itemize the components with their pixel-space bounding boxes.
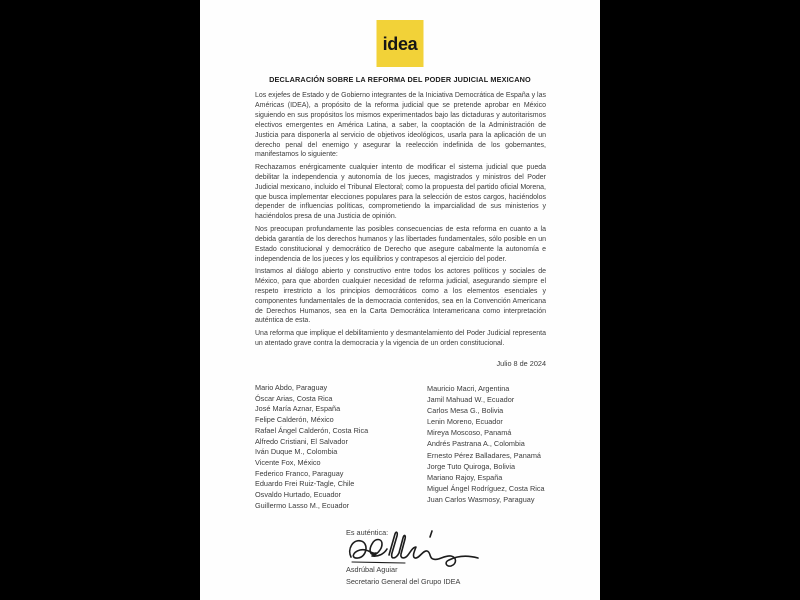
signatory: Jamil Mahuad W., Ecuador [427, 395, 515, 405]
signatory: Eduardo Frei Ruiz-Tagle, Chile [255, 479, 355, 489]
signature-name: Asdrúbal Aguiar [346, 565, 398, 574]
signatories-column-left [255, 383, 368, 511]
paragraph-rechazamos: Rechazamos enérgicamente cualquier intento de modificar el sistema judicial que pueda debilitar la independencia y autonomía de los jueces, magistrados y ministros del Poder Judicial mexicano, incluido el Tribunal Electoral; como la propuesta del partido oficial Morena, que busca implementar elecciones populares para la selección de estos cargos, haciéndolos depender de influencias políticas, comprometiendo la imparcialidad de sus ministerios y haciéndolos presa de una Justicia de opinión. [255, 163, 546, 221]
document-date: Julio 8 de 2024 [496, 359, 546, 368]
signatories-column-right [427, 383, 545, 505]
signatory: José María Aznar, España [255, 404, 341, 414]
document-body [255, 91, 546, 351]
idea-logo-text: idea [382, 34, 418, 54]
signatory: Mario Abdo, Paraguay [255, 383, 328, 392]
signatory: Vicente Fox, México [255, 457, 321, 467]
signatory: Carlos Mesa G., Bolivia [427, 406, 504, 416]
document-title: DECLARACIÓN SOBRE LA REFORMA DEL PODER JUDICIAL MEXICANO [269, 75, 531, 84]
signatory: Andrés Pastrana A., Colombia [427, 439, 525, 449]
signatory: Mauricio Macri, Argentina [427, 384, 510, 393]
attestation-block [345, 526, 515, 591]
signatory: Alfredo Cristiani, El Salvador [255, 436, 348, 446]
signatory: Mariano Rajoy, España [427, 472, 503, 482]
paragraph-preocupan: Nos preocupan profundamente las posibles consecuencias de esta reforma en cuanto a la debida garantía de los derechos humanos y las libertades fundamentales, sólo posible en un Estado constitucional y democrático de Derecho que asegure cabalmente la autonomía e independencia de los jueces y los equilibrios y contrapesos al ejercicio del poder. [255, 225, 546, 263]
attestation-label: Es auténtica: [346, 528, 389, 537]
signatory: Guillermo Lasso M., Ecuador [255, 500, 350, 510]
signatory: Mireya Moscoso, Panamá [427, 428, 512, 438]
signatory: Felipe Calderón, México [255, 415, 334, 425]
paragraph-reforma: Una reforma que implique el debilitamiento y desmantelamiento del Poder Judicial representa un atentado grave contra la democracia y la vigencia de un orden constitucional. [255, 329, 546, 347]
signatory: Lenin Moreno, Ecuador [427, 417, 503, 427]
signature-title: Secretario General del Grupo IDEA [346, 577, 461, 586]
signatory: Juan Carlos Wasmosy, Paraguay [427, 494, 535, 504]
signatory: Rafael Ángel Calderón, Costa Rica [255, 425, 369, 435]
idea-logo [377, 20, 424, 67]
signatory: Jorge Tuto Quiroga, Bolivia [427, 461, 516, 471]
signatory: Federico Franco, Paraguay [255, 468, 344, 478]
signatory: Miguel Ángel Rodríguez, Costa Rica [427, 483, 545, 493]
paragraph-instamos: Instamos al diálogo abierto y constructivo entre todos los actores políticos y sociales de México, para que aborden cualquier necesidad de reforma judicial, asegurando siempre el respeto irrestricto a los principios democráticos como a los elementos esenciales y componentes fundamentales de la democracia contenidos, sea en la Convención Americana de Derechos Humanos, sea en la Carta Democrática Interamericana como interpretación auténtica de esta. [255, 267, 546, 325]
signatory: Ernesto Pérez Balladares, Panamá [427, 450, 541, 460]
document-page [200, 0, 600, 600]
signatory: Iván Duque M., Colombia [255, 447, 338, 457]
signatory: Osvaldo Hurtado, Ecuador [255, 490, 341, 500]
signatory: Óscar Arias, Costa Rica [255, 393, 333, 403]
paragraph-preamble: Los exjefes de Estado y de Gobierno integrantes de la Iniciativa Democrática de España y las Américas (IDEA), a propósito de la reforma judicial que se pretende aprobar en México siguiendo en sus propósitos los mismos experimentados bajo las dictaduras y autoritarismos electivos emergentes en América Latina, a saber, la cooptación de la Administración de Justicia para disponerla al servicio de objetivos ideológicos, usarla para la aplicación de un derecho penal del enemigo y asegurar la reelección indefinida de los gobernantes, manifestamos lo siguiente: [255, 92, 546, 159]
